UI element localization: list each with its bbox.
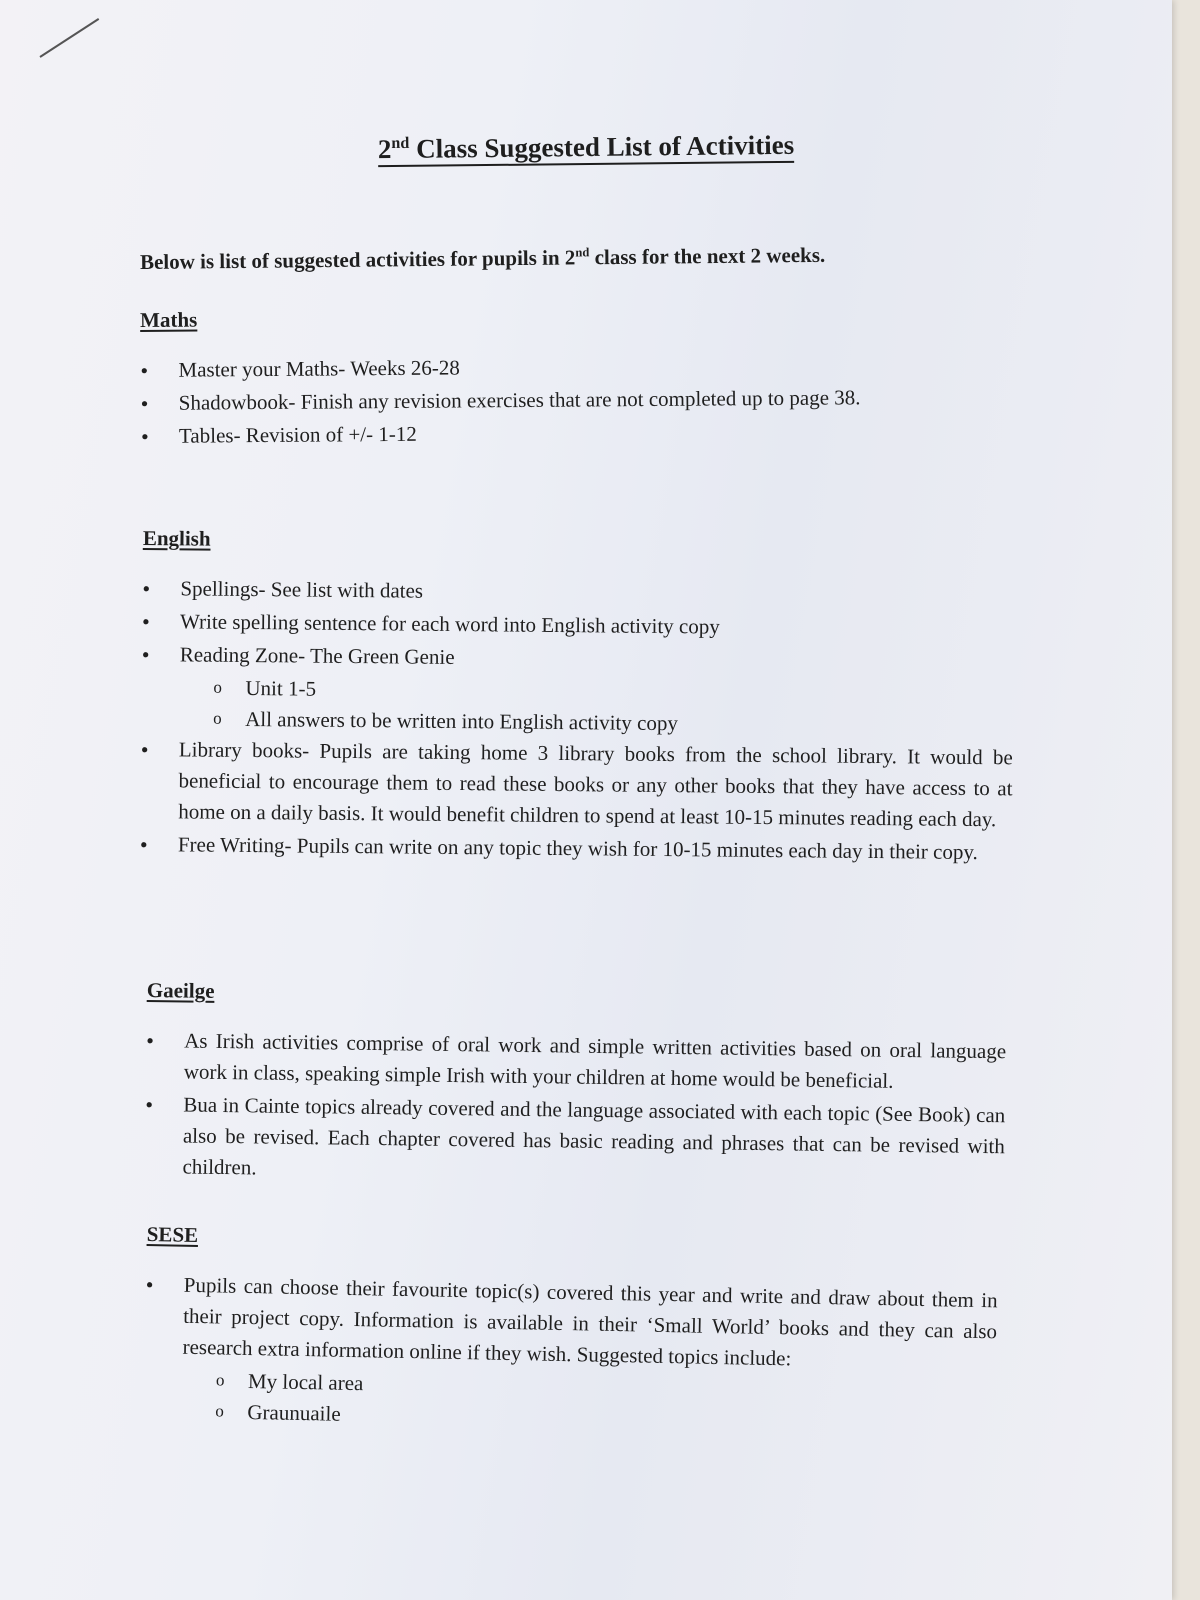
pencil-mark [39, 18, 99, 58]
sese-list [143, 1269, 998, 1442]
title-superscript: nd [391, 133, 410, 153]
section-sese [143, 1222, 999, 1442]
list-item: • As Irish activities comprise of oral work and simple written activities based on oral language work in class, speaking simple Irish with your children at home would be beneficial. [146, 1025, 1007, 1098]
section-heading-maths: Maths [140, 307, 198, 332]
list-item: • Bua in Cainte topics already covered and the language associated with each topic (See Book) can also be revised. Each chapter covered has basic reading and phrases that can be revised with children. [144, 1089, 1005, 1193]
sub-list-item: o Unit 1-5 [213, 673, 1013, 712]
list-item: • Write spelling sentence for each word into English activity copy [142, 606, 1014, 645]
maths-list [140, 349, 961, 452]
list-item: • Master your Maths- Weeks 26-28 [140, 349, 960, 386]
list-item: • Reading Zone- The Green Genie [142, 639, 1014, 678]
sub-list-item: o My local area [216, 1365, 996, 1411]
document-title [0, 126, 1172, 169]
list-item: • Tables- Revision of +/- 1-12 [141, 415, 961, 452]
list-item: • Free Writing- Pupils can write on any topic they wish for 10-15 minutes each day in their copy. [140, 829, 1012, 868]
gaeilge-list [144, 1025, 1006, 1193]
intro-part-a: Below is list of suggested activities for pupils in 2 [139, 245, 576, 274]
list-item: • Pupils can choose their favourite topic(s) covered this year and write and draw about them in their project copy. Information is available in their ‘Small World’ books and they can also research extra information online if they wish. Suggested topics include: [144, 1269, 998, 1378]
title-number: 2 [377, 134, 392, 165]
section-english [140, 526, 1015, 870]
intro-text [140, 243, 825, 275]
list-item: • Spellings- See list with dates [142, 573, 1014, 612]
english-list [140, 573, 1015, 868]
section-heading-gaeilge: Gaeilge [146, 978, 215, 1003]
sub-list-item: o Graunuaile [215, 1396, 995, 1442]
section-gaeilge [144, 978, 1007, 1195]
list-item: • Shadowbook- Finish any revision exercises that are not completed up to page 38. [141, 382, 961, 419]
intro-superscript: nd [575, 245, 590, 260]
section-heading-english: English [142, 526, 211, 551]
title-text [378, 130, 795, 167]
list-item: • Library books- Pupils are taking home 3 library books from the school library. It would be beneficial to encourage them to read these books or any other books that they have access to at home on a daily basis. It would benefit children to spend at least 10-15 minutes reading each day. [140, 734, 1013, 835]
sub-list-item: o All answers to be written into English activity copy [213, 704, 1013, 743]
intro-part-b: class for the next 2 weeks. [589, 242, 826, 270]
section-heading-sese: SESE [146, 1222, 199, 1247]
title-rest: Class Suggested List of Activities [409, 129, 795, 164]
section-maths [140, 302, 961, 454]
